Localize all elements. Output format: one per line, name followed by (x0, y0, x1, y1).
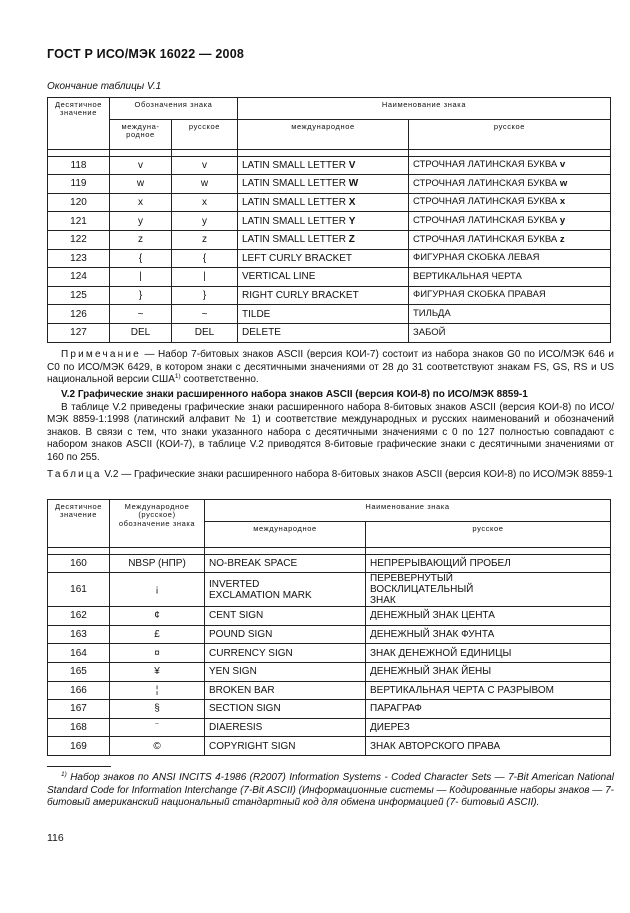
cell-international: | (110, 268, 172, 287)
cell-name-international: YEN SIGN (205, 662, 366, 681)
table2-caption-label: Таблица (47, 469, 102, 480)
cell-symbol: © (110, 737, 205, 756)
cell-name-international: NO-BREAK SPACE (205, 554, 366, 573)
table-row (48, 268, 611, 287)
cell-international: { (110, 249, 172, 268)
cell-name-russian: ЗНАК АВТОРСКОГО ПРАВА (366, 737, 611, 756)
cell-decimal: 167 (48, 700, 110, 719)
cell-name-russian: ДЕНЕЖНЫЙ ЗНАК ЦЕНТА (366, 607, 611, 626)
table-row (48, 718, 611, 737)
table-row (48, 249, 611, 268)
table-row (48, 644, 611, 663)
cell-symbol: ¡ (110, 573, 205, 607)
table-row (48, 625, 611, 644)
cell-international: DEL (110, 323, 172, 342)
table-row (48, 662, 611, 681)
cell-international: z (110, 230, 172, 249)
cell-decimal: 122 (48, 230, 110, 249)
col-name-header: Наименование знака (238, 98, 611, 120)
col-decimal-header: Десятичное значение (48, 98, 110, 150)
cell-name-russian (409, 212, 611, 231)
cell-russian: w (172, 175, 238, 194)
rname-text: СТРОЧНАЯ ЛАТИНСКАЯ БУКВА (413, 177, 560, 189)
cell-russian: DEL (172, 323, 238, 342)
cell-name-international: DIAERESIS (205, 718, 366, 737)
rname-letter: v (559, 159, 566, 171)
rname-letter: z (559, 233, 565, 245)
table-row (48, 323, 611, 342)
name-text: LATIN SMALL LETTER (242, 159, 349, 171)
cell-name-russian (409, 230, 611, 249)
rname-text: СТРОЧНАЯ ЛАТИНСКАЯ БУКВА (413, 214, 560, 226)
cell-name-international (238, 249, 409, 268)
name-letter: Y (348, 215, 356, 227)
table-note (47, 349, 614, 387)
page-number: 116 (47, 832, 64, 844)
cell-decimal: 164 (48, 644, 110, 663)
name-text: LATIN SMALL LETTER (242, 178, 349, 190)
rname-text: СТРОЧНАЯ ЛАТИНСКАЯ БУКВА (413, 159, 560, 171)
document-header: ГОСТ Р ИСО/МЭК 16022 — 2008 (47, 47, 244, 61)
rname-text: СТРОЧНАЯ ЛАТИНСКАЯ БУКВА (413, 196, 560, 208)
cell-decimal: 118 (48, 156, 110, 175)
cell-symbol: NBSP (НПР) (110, 554, 205, 573)
subcol-russian: русское (172, 119, 238, 149)
note-label: Примечание (61, 349, 141, 360)
name-letter: X (348, 197, 356, 209)
name-letter: W (348, 178, 359, 190)
cell-name-international: CURRENCY SIGN (205, 644, 366, 663)
cell-name-russian (409, 193, 611, 212)
cell-symbol: ¨ (110, 718, 205, 737)
cell-name-russian (409, 286, 611, 305)
cell-name-russian: ДЕНЕЖНЫЙ ЗНАК ЙЕНЫ (366, 662, 611, 681)
cell-russian: ~ (172, 305, 238, 324)
cell-decimal: 121 (48, 212, 110, 231)
cell-international: x (110, 193, 172, 212)
cell-name-international (238, 268, 409, 287)
rname-text: ФИГУРНАЯ СКОБКА ПРАВАЯ (413, 289, 546, 301)
name-text: LATIN SMALL LETTER (242, 234, 349, 246)
cell-name-russian: ДЕНЕЖНЫЙ ЗНАК ФУНТА (366, 625, 611, 644)
cell-decimal: 124 (48, 268, 110, 287)
cell-name-international: COPYRIGHT SIGN (205, 737, 366, 756)
cell-decimal: 162 (48, 607, 110, 626)
cell-name-international (238, 286, 409, 305)
cell-decimal: 163 (48, 625, 110, 644)
cell-decimal: 125 (48, 286, 110, 305)
cell-symbol: ¥ (110, 662, 205, 681)
cell-name-international (238, 175, 409, 194)
cell-decimal: 168 (48, 718, 110, 737)
table-row (48, 737, 611, 756)
cell-symbol: ¦ (110, 681, 205, 700)
table-v1 (47, 97, 611, 343)
table-row (48, 573, 611, 607)
cell-name-russian: ПАРАГРАФ (366, 700, 611, 719)
table-row (48, 286, 611, 305)
table-row (48, 700, 611, 719)
footnote (47, 772, 614, 810)
cell-decimal: 119 (48, 175, 110, 194)
table2-caption-text: V.2 — Графические знаки расширенного набора 8-битовых знаков ASCII (версия КОИ-8) по ИСО/МЭК 8859-1 (101, 469, 613, 480)
table-row (48, 193, 611, 212)
cell-name-international (238, 156, 409, 175)
cell-russian: | (172, 268, 238, 287)
cell-russian: v (172, 156, 238, 175)
name-text: RIGHT CURLY BRACKET (242, 290, 359, 302)
cell-decimal: 120 (48, 193, 110, 212)
cell-name-russian: ВЕРТИКАЛЬНАЯ ЧЕРТА С РАЗРЫВОМ (366, 681, 611, 700)
subcol-name-russian: русское (409, 119, 611, 149)
t2-col-name-header: Наименование знака (205, 500, 611, 522)
footnote-mark: 1) (61, 771, 67, 778)
cell-name-russian (409, 268, 611, 287)
rname-text: ЗАБОЙ (413, 326, 446, 338)
section-heading: V.2 Графические знаки расширенного набора знаков ASCII (версия КОИ-8) по ИСО/МЭК 8859-1 (61, 389, 528, 400)
cell-name-international (238, 305, 409, 324)
cell-name-international: SECTION SIGN (205, 700, 366, 719)
t2-subcol-name-russian: русское (366, 521, 611, 547)
rname-text: ТИЛЬДА (413, 307, 451, 319)
col-designation-header: Обозначения знака (110, 98, 238, 120)
cell-symbol: £ (110, 625, 205, 644)
rname-text: СТРОЧНАЯ ЛАТИНСКАЯ БУКВА (413, 233, 560, 245)
cell-international: w (110, 175, 172, 194)
t2-col-decimal-header: Десятичное значение (48, 500, 110, 548)
cell-name-russian: ПЕРЕВЕРНУТЫЙ ВОСКЛИЦАТЕЛЬНЫЙ ЗНАК (366, 573, 611, 607)
note-text-b: соответственно. (180, 374, 259, 386)
cell-decimal: 166 (48, 681, 110, 700)
cell-name-international: INVERTED EXCLAMATION MARK (205, 573, 366, 607)
cell-decimal: 161 (48, 573, 110, 607)
name-text: LATIN SMALL LETTER (242, 197, 349, 209)
cell-name-international (238, 323, 409, 342)
name-text: LATIN SMALL LETTER (242, 215, 349, 227)
rname-letter: x (559, 196, 566, 208)
cell-decimal: 123 (48, 249, 110, 268)
name-text: TILDE (242, 308, 271, 320)
cell-name-international (238, 230, 409, 249)
table-row (48, 212, 611, 231)
cell-name-russian (409, 249, 611, 268)
cell-symbol: § (110, 700, 205, 719)
table-row (48, 554, 611, 573)
cell-name-russian (409, 156, 611, 175)
table-row (48, 607, 611, 626)
table1-caption: Окончание таблицы V.1 (47, 81, 162, 92)
cell-international: } (110, 286, 172, 305)
table-v2 (47, 499, 611, 756)
table-row (48, 175, 611, 194)
cell-international: y (110, 212, 172, 231)
table-row (48, 156, 611, 175)
cell-decimal: 126 (48, 305, 110, 324)
cell-name-russian (409, 305, 611, 324)
cell-decimal: 169 (48, 737, 110, 756)
name-text: VERTICAL LINE (242, 271, 316, 283)
table2-caption (47, 469, 614, 482)
table-row (48, 305, 611, 324)
cell-decimal: 127 (48, 323, 110, 342)
cell-symbol: ¤ (110, 644, 205, 663)
section-body: В таблице V.2 приведены графические знаки расширенного набора 8-битовых знаков ASCII (версия КОИ-8) по ИСО/МЭК 8859-1:1998 (латинский алфавит № 1) и соответствие международных и русских наименований и обозначений знаков. В связи с тем, что знаки указанного набора с десятичными значениями с 0 по 127 полностью совпадают с набором знаков ASCII (КОИ-7), в таблице V.2 приводятся 8-битовые графические знаки с десятичными значениями от 160 по 255. (47, 401, 614, 463)
subcol-international: междуна-родное (110, 119, 172, 149)
cell-russian: { (172, 249, 238, 268)
cell-russian: y (172, 212, 238, 231)
cell-russian: z (172, 230, 238, 249)
note-footnote-ref: 1) (174, 373, 181, 381)
rname-text: ФИГУРНАЯ СКОБКА ЛЕВАЯ (413, 252, 540, 264)
rname-letter: w (559, 177, 568, 189)
cell-name-russian: ДИЕРЕЗ (366, 718, 611, 737)
cell-decimal: 160 (48, 554, 110, 573)
subcol-name-international: международное (238, 119, 409, 149)
cell-decimal: 165 (48, 662, 110, 681)
cell-international: v (110, 156, 172, 175)
footnote-text: Набор знаков по ANSI INCITS 4-1986 (R2007) Information Systems - Coded Character Sets — 7-Bit American National Standard Code for Information Interchange (7-Bit ASCII) (Информационные системы — Кодированные наборы знаков — 7-битовый американский национальный стандартный код для обмена информацией (7- битовый ASCII). (47, 772, 615, 809)
cell-name-international (238, 193, 409, 212)
name-text: DELETE (242, 327, 281, 339)
cell-symbol: ¢ (110, 607, 205, 626)
footnote-separator (47, 766, 111, 767)
rname-letter: y (559, 214, 566, 226)
table-row (48, 230, 611, 249)
t2-subcol-name-international: международное (205, 521, 366, 547)
cell-name-international (238, 212, 409, 231)
cell-name-russian: НЕПРЕРЫВАЮЩИЙ ПРОБЕЛ (366, 554, 611, 573)
cell-name-international: CENT SIGN (205, 607, 366, 626)
cell-international: ~ (110, 305, 172, 324)
t2-col-designation-header: Международное (русское) обозначение знака (110, 500, 205, 548)
name-letter: Z (348, 234, 355, 246)
cell-name-russian (409, 323, 611, 342)
note-text-a: — Набор 7-битовых знаков ASCII (версия КОИ-7) состоит из набора знаков G0 по ИСО/МЭК 646 и C0 по ИСО/МЭК 6429, в котором знаки с десятичными значениями от 28 до 31 соответствуют знакам FS, GS, RS и US национальной версии США (47, 349, 614, 386)
name-text: LEFT CURLY BRACKET (242, 252, 353, 264)
cell-name-russian: ЗНАК ДЕНЕЖНОЙ ЕДИНИЦЫ (366, 644, 611, 663)
rname-text: ВЕРТИКАЛЬНАЯ ЧЕРТА (413, 270, 522, 282)
cell-name-russian (409, 175, 611, 194)
cell-name-international: BROKEN BAR (205, 681, 366, 700)
cell-russian: } (172, 286, 238, 305)
table-row (48, 681, 611, 700)
name-letter: V (348, 159, 356, 171)
cell-russian: x (172, 193, 238, 212)
cell-name-international: POUND SIGN (205, 625, 366, 644)
